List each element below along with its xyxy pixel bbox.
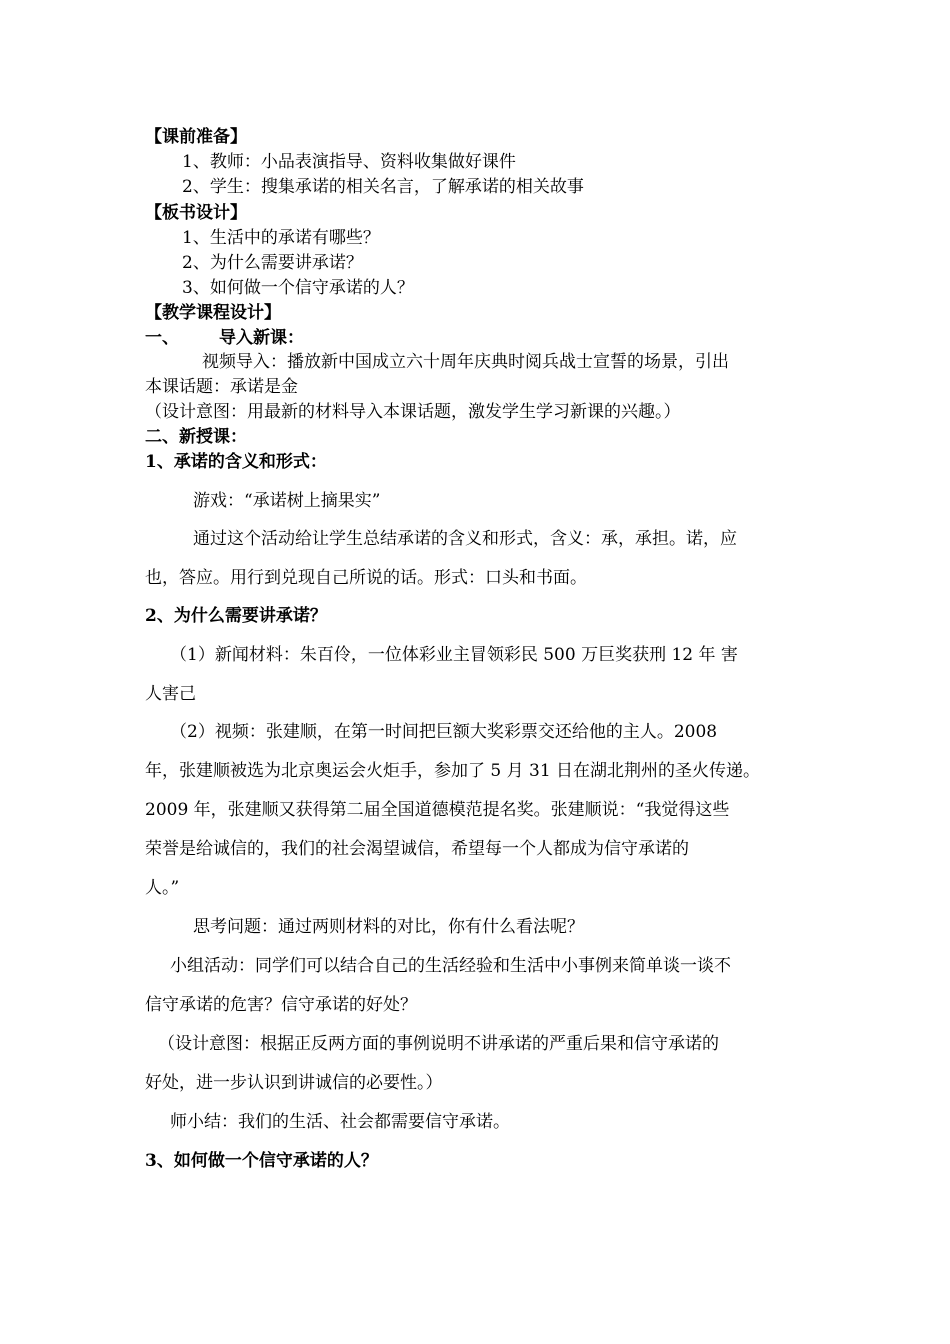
board-item-1: 1、生活中的承诺有哪些？ [182, 228, 380, 248]
sub1-para-line-1: 通过这个活动给让学生总结承诺的含义和形式，含义：承，承担。诺，应 [193, 529, 737, 549]
sub1-heading: 1、承诺的含义和形式： [145, 452, 327, 472]
part1-video-line-1: 视频导入：播放新中国成立六十周年庆典时阅兵战士宣誓的场景，引出 [202, 352, 729, 372]
board-heading: 【板书设计】 [145, 203, 247, 223]
sub2-news-line-2: 人害己 [145, 684, 196, 704]
sub2-video-line-2: 年，张建顺被选为北京奥运会火炬手，参加了 5 月 31 日在湖北荆州的圣火传递。 [145, 761, 761, 781]
part1-video-line-2: 本课话题：承诺是金 [145, 377, 298, 397]
part1-title: 导入新课： [219, 328, 304, 348]
sub2-video-line-3: 2009 年，张建顺又获得第二届全国道德模范提名奖。张建顺说：“我觉得这些 [145, 800, 730, 820]
course-heading: 【教学课程设计】 [145, 303, 281, 323]
prep-item-1: 1、教师：小品表演指导、资料收集做好课件 [182, 152, 516, 172]
sub2-video-line-4: 荣誉是给诚信的，我们的社会渴望诚信，希望每一个人都成为信守承诺的 [145, 839, 689, 859]
part1-intent: （设计意图：用最新的材料导入本课话题，激发学生学习新课的兴趣。） [145, 402, 681, 422]
sub2-activity-line-1: 小组活动：同学们可以结合自己的生活经验和生活中小事例来简单谈一谈不 [170, 956, 731, 976]
sub2-summary: 师小结：我们的生活、社会都需要信守承诺。 [170, 1112, 510, 1132]
part1-heading [145, 327, 815, 349]
sub2-activity-line-2: 信守承诺的危害？信守承诺的好处？ [145, 995, 417, 1015]
prep-item-2: 2、学生：搜集承诺的相关名言，了解承诺的相关故事 [182, 177, 584, 197]
sub2-news-line-1: （1）新闻材料：朱百伶，一位体彩业主冒领彩民 500 万巨奖获刑 12 年 害 [170, 645, 738, 665]
board-item-2: 2、为什么需要讲承诺？ [182, 253, 363, 273]
board-item-3: 3、如何做一个信守承诺的人？ [182, 278, 414, 298]
part2-heading: 二、新授课： [145, 427, 247, 447]
part1-number: 一、 [145, 328, 179, 348]
sub1-para-line-2: 也，答应。用行到兑现自己所说的话。形式：口头和书面。 [145, 568, 587, 588]
sub2-video-line-5: 人。” [145, 878, 180, 898]
sub2-heading: 2、为什么需要讲承诺？ [145, 606, 327, 626]
sub2-video-line-1: （2）视频：张建顺，在第一时间把巨额大奖彩票交还给他的主人。2008 [170, 722, 718, 742]
sub2-intent-line-1: （设计意图：根据正反两方面的事例说明不讲承诺的严重后果和信守承诺的 [158, 1034, 719, 1054]
sub3-heading: 3、如何做一个信守承诺的人？ [145, 1151, 378, 1171]
sub2-intent-line-2: 好处，进一步认识到讲诚信的必要性。） [145, 1073, 443, 1093]
prep-heading: 【课前准备】 [145, 127, 247, 147]
sub2-question: 思考问题：通过两则材料的对比，你有什么看法呢？ [193, 917, 584, 937]
sub1-game: 游戏：“承诺树上摘果实” [193, 491, 381, 511]
